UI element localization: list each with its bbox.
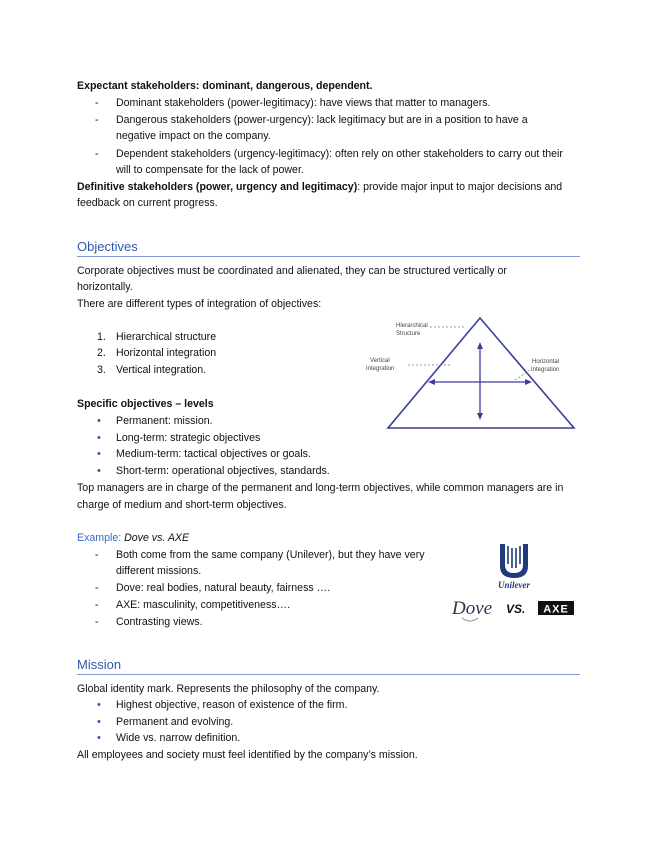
example-item: Both come from the same company (Unilever), but they have very — [116, 549, 425, 561]
dash-marker: - — [95, 114, 99, 126]
mission-item: Highest objective, reason of existence of the firm. — [116, 699, 348, 711]
axe-logo: AXE — [543, 603, 569, 616]
list-item: Dependent stakeholders (urgency-legitimacy): often rely on other stakeholders to carry out their — [116, 148, 563, 160]
label-vertical: Vertical — [370, 358, 390, 364]
level-item: Permanent: mission. — [116, 415, 213, 427]
bullet-marker: • — [97, 465, 101, 477]
unilever-u-mark — [500, 544, 528, 578]
example-item-continued: different missions. — [116, 565, 202, 577]
list-item-continued: negative impact on the company. — [116, 130, 271, 142]
objectives-intro: Corporate objectives must be coordinated and alienated, they can be structured vertically or — [77, 265, 507, 277]
level-item: Long-term: strategic objectives — [116, 432, 261, 444]
mission-heading: Mission — [77, 657, 122, 672]
label-horizontal: Horizontal — [532, 359, 560, 365]
example-item: Dove: real bodies, natural beauty, fairness …. — [116, 582, 331, 594]
integration-type: Hierarchical structure — [116, 331, 217, 343]
dash-marker: - — [95, 616, 99, 628]
bullet-marker: • — [97, 716, 101, 728]
bullet-marker: • — [97, 432, 101, 444]
vs-label: VS. — [506, 602, 526, 616]
label-horizontal-integration: Integration — [531, 367, 560, 373]
example-title: Dove vs. AXE — [124, 532, 190, 544]
bullet-marker: • — [97, 415, 101, 427]
bullet-marker: • — [97, 448, 101, 460]
objectives-summary-continued: charge of medium and short-term objectives. — [77, 499, 287, 511]
objectives-summary: Top managers are in charge of the permanent and long-term objectives, while common managers are in — [77, 482, 564, 494]
example-item: AXE: masculinity, competitiveness…. — [116, 599, 291, 611]
levels-heading: Specific objectives – levels — [77, 398, 214, 410]
definitive-paragraph-continued: feedback on current progress. — [77, 197, 218, 209]
list-number: 1. — [97, 331, 106, 343]
label-structure: Structure — [396, 331, 421, 337]
arrow-up-head — [477, 342, 483, 349]
dash-marker: - — [95, 549, 99, 561]
definitive-term: Definitive stakeholders (power, urgency and legitimacy) — [77, 181, 358, 193]
dash-marker: - — [95, 582, 99, 594]
bullet-marker: • — [97, 732, 101, 744]
mission-intro: Global identity mark. Represents the philosophy of the company. — [77, 683, 380, 695]
heading-rule — [77, 256, 580, 257]
integration-type: Horizontal integration — [116, 347, 217, 359]
unilever-u-detail — [508, 546, 520, 568]
definitive-paragraph: Definitive stakeholders (power, urgency and legitimacy): provide major input to major decisions and — [77, 181, 563, 193]
list-number: 3. — [97, 364, 106, 376]
arrow-right-head — [525, 379, 532, 385]
mission-item: Wide vs. narrow definition. — [116, 732, 241, 744]
list-item-continued: will to compensate for the lack of power. — [116, 164, 304, 176]
level-item: Short-term: operational objectives, standards. — [116, 465, 330, 477]
label-hierarchical: Hierarchical — [396, 323, 428, 329]
integration-intro: There are different types of integration of objectives: — [77, 298, 322, 310]
objectives-heading: Objectives — [77, 239, 138, 254]
example-heading: Example: Dove vs. AXE — [77, 532, 190, 544]
unilever-wordmark: Unilever — [498, 580, 530, 590]
example-item: Contrasting views. — [116, 616, 203, 628]
unilever-logo — [498, 544, 530, 590]
dove-vs-axe-logo-image — [446, 540, 580, 630]
list-item: Dominant stakeholders (power-legitimacy): have views that matter to managers. — [116, 97, 491, 109]
level-item: Medium-term: tactical objectives or goals. — [116, 448, 311, 460]
objectives-intro-continued: horizontally. — [77, 281, 133, 293]
arrow-down-head — [477, 413, 483, 420]
list-item: Dangerous stakeholders (power-urgency): lack legitimacy but are in a position to have a — [116, 114, 528, 126]
dove-logo: Dove — [452, 598, 493, 619]
integration-triangle-diagram — [340, 312, 585, 434]
dash-marker: - — [95, 148, 99, 160]
integration-type: Vertical integration. — [116, 364, 207, 376]
mission-item: Permanent and evolving. — [116, 716, 234, 728]
label-vertical-integration: Integration — [366, 366, 395, 372]
heading-rule — [77, 674, 580, 675]
dash-marker: - — [95, 97, 99, 109]
expectant-heading: Expectant stakeholders: dominant, dangerous, dependent. — [77, 80, 373, 92]
dash-marker: - — [95, 599, 99, 611]
list-number: 2. — [97, 347, 106, 359]
mission-closing: All employees and society must feel identified by the company’s mission. — [77, 749, 418, 761]
bullet-marker: • — [97, 699, 101, 711]
